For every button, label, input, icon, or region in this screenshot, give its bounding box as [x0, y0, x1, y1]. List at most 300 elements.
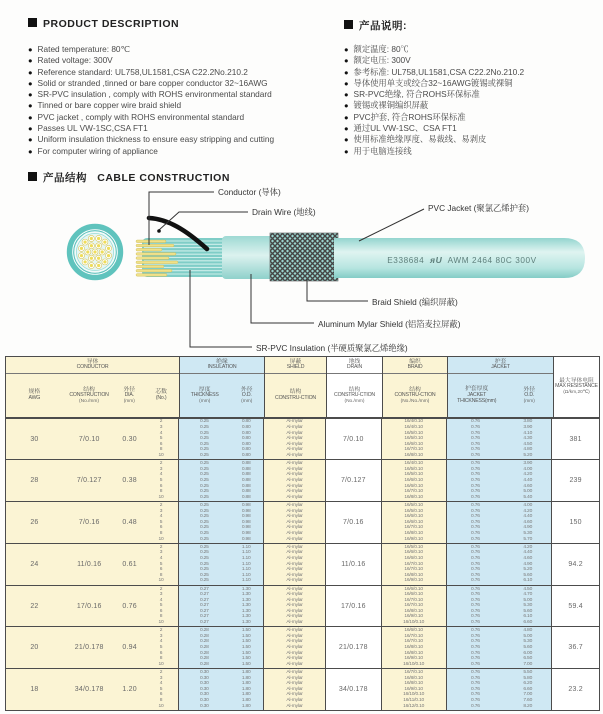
- cell-dia: [116, 586, 144, 627]
- conductor-dot-core: [80, 254, 83, 257]
- stack-value: 6.50: [523, 656, 533, 662]
- bullet-icon: ●: [344, 78, 349, 88]
- stack-value: 3: [159, 675, 163, 681]
- value-awg: 22: [30, 602, 39, 610]
- stack-value: 0.76: [471, 441, 480, 447]
- stack-ins_od: [242, 545, 251, 584]
- cell-cores: [144, 669, 180, 710]
- stack-value: 0.76: [471, 461, 480, 467]
- stack-value: 3: [159, 592, 163, 598]
- stack-value: 0.98: [241, 508, 251, 514]
- stack-value: 1.50: [241, 639, 251, 645]
- stack-value: Al-mylar: [286, 550, 303, 556]
- table-row: [6, 501, 599, 543]
- list-item-text: PVC护套, 符合ROHS环保标准: [353, 111, 466, 122]
- conductor-strand: [136, 240, 166, 243]
- conductor-dot-core: [97, 237, 100, 240]
- stack-value: 0.98: [241, 514, 251, 520]
- stack-value: 0.25: [199, 550, 209, 556]
- stack-jacket_thickness: [471, 670, 480, 709]
- stack-value: Al-mylar: [286, 419, 303, 425]
- stack-value: 6.60: [523, 686, 533, 692]
- stack-value: 1.80: [241, 703, 251, 709]
- stack-value: Al-mylar: [286, 425, 303, 431]
- value-awg: 26: [30, 519, 39, 527]
- stack-value: 3: [159, 425, 163, 431]
- group-header: 屏蔽 SHIELD: [265, 357, 326, 374]
- value-construction: 11/0.16: [77, 560, 102, 568]
- list-item-text: 额定温度: 80℃: [353, 44, 409, 54]
- cell-jacket_thickness: [447, 669, 505, 710]
- stack-value: 0.76: [471, 603, 480, 609]
- section-square-icon: [28, 18, 37, 27]
- stack-value: 16/7/0.10: [404, 670, 423, 676]
- stack-value: 5: [159, 561, 163, 567]
- stack-value: 8: [159, 656, 163, 662]
- column-header-cores: 芯数 (No.): [143, 374, 179, 417]
- stack-value: 0.76: [471, 620, 480, 626]
- list-item-text: Uniform insulation thickness to ensure easy stripping and cutting: [37, 134, 275, 145]
- stack-ins_od: [242, 461, 251, 500]
- stack-value: 1.30: [241, 586, 251, 592]
- product-description-cn-list: [344, 44, 524, 157]
- cell-cores: [144, 586, 180, 627]
- stack-value: 4: [159, 555, 163, 561]
- value-dia: 0.48: [122, 519, 137, 527]
- stack-value: 4.20: [523, 508, 533, 514]
- stack-value: Al-mylar: [286, 703, 303, 709]
- cell-ins_od: [229, 502, 264, 543]
- stack-value: 0.76: [471, 530, 480, 536]
- stack-braid: [404, 545, 423, 584]
- stack-value: 0.76: [471, 494, 480, 500]
- stack-value: 7.00: [523, 692, 533, 698]
- stack-value: 16/7/0.10: [404, 633, 423, 639]
- stack-value: 0.25: [199, 436, 209, 442]
- stack-value: 0.76: [471, 447, 480, 453]
- stack-value: 0.80: [241, 436, 251, 442]
- column-header-jacket_thickness: 护套厚度 JACKET THICKNESS(mm): [448, 374, 505, 417]
- value-construction: 21/0.178: [74, 644, 104, 652]
- stack-value: 0.76: [471, 525, 480, 531]
- list-item: [28, 89, 274, 100]
- cell-braid: [382, 627, 447, 668]
- stack-value: 4.20: [523, 472, 533, 478]
- list-item: [28, 67, 274, 78]
- stack-value: Al-mylar: [286, 620, 303, 626]
- list-item-text: Passes UL VW-1SC,CSA FT1: [37, 123, 148, 134]
- stack-value: 16/4/0.10: [404, 419, 423, 425]
- list-item-text: Solid or stranded ,tinned or bare copper conductor 32~16AWG: [37, 77, 268, 88]
- stack-jacket_od: [523, 419, 532, 458]
- stack-value: 0.80: [241, 419, 251, 425]
- stack-value: 4.10: [523, 430, 533, 436]
- cell-jacket_thickness: [447, 586, 505, 627]
- cell-jacket_thickness: [447, 627, 505, 668]
- stack-value: 16/11/0.10: [403, 698, 424, 704]
- stack-value: 0.76: [471, 639, 480, 645]
- table-row: [6, 543, 599, 585]
- cell-construction: [63, 586, 116, 627]
- stack-value: 1.80: [241, 692, 251, 698]
- stack-value: 0.98: [241, 519, 251, 525]
- stack-value: Al-mylar: [286, 597, 303, 603]
- stack-value: 1.10: [241, 578, 251, 584]
- stack-value: 8.20: [523, 703, 533, 709]
- stack-value: 0.25: [199, 567, 209, 573]
- stack-value: 0.76: [471, 544, 480, 550]
- list-item: [28, 146, 274, 157]
- column-header-drain: 结构 CONSTRU-CTION (No./mm): [327, 374, 382, 417]
- stack-value: Al-mylar: [286, 608, 303, 614]
- cell-resistance: [552, 460, 599, 501]
- bullet-icon: ●: [344, 101, 349, 111]
- stack-value: 0.28: [199, 628, 209, 634]
- product-description-cn-title: 产品说明:: [344, 18, 407, 33]
- stack-value: 0.28: [199, 650, 209, 656]
- stack-value: 16/10/0.10: [403, 620, 425, 626]
- stack-value: 8: [159, 698, 163, 704]
- cell-shield: [264, 502, 326, 543]
- stack-value: 0.76: [471, 419, 480, 425]
- stack-value: 0.25: [199, 530, 209, 536]
- stack-value: Al-mylar: [286, 567, 303, 573]
- cell-cores: [144, 419, 180, 460]
- stack-value: 16/5/0.10: [404, 430, 423, 436]
- stack-value: 1.80: [241, 670, 251, 676]
- column-header-ins_thickness: 厚度 THICKNESS (mm): [180, 374, 229, 417]
- stack-value: 4.60: [523, 483, 533, 489]
- conductor-strand: [136, 253, 176, 256]
- cable-construction-title: 产品结构 CABLE CONSTRUCTION: [28, 170, 230, 185]
- stack-ins_thickness: [200, 503, 209, 542]
- cell-jacket_od: [504, 460, 552, 501]
- stack-value: 1.30: [241, 603, 251, 609]
- bullet-icon: ●: [28, 90, 33, 100]
- stack-cores: [158, 503, 163, 542]
- stack-value: 16/9/0.10: [404, 656, 423, 662]
- cell-shield: [264, 627, 326, 668]
- header-group: [180, 357, 265, 417]
- table-row: [6, 668, 599, 710]
- stack-value: 3.80: [523, 419, 533, 425]
- stack-value: Al-mylar: [286, 661, 303, 667]
- stack-value: 16/5/0.10: [404, 472, 423, 478]
- stack-value: 0.76: [471, 597, 480, 603]
- list-item-text: 导体使用单支或绞合32~16AWG镀锡或裸铜: [353, 77, 513, 88]
- stack-value: 2: [159, 419, 163, 425]
- stack-value: 4: [159, 514, 163, 520]
- value-drain: 11/0.16: [341, 560, 366, 568]
- cell-awg: [6, 544, 63, 585]
- stack-value: 0.88: [241, 472, 251, 478]
- stack-value: 0.76: [471, 550, 480, 556]
- stack-value: 5: [159, 478, 163, 483]
- stack-ins_thickness: [200, 587, 209, 626]
- table-row: [6, 626, 599, 668]
- stack-value: 0.25: [199, 447, 209, 453]
- stack-value: 4.50: [523, 586, 533, 592]
- stack-shield: [286, 503, 302, 542]
- stack-value: 0.88: [241, 489, 251, 495]
- stack-braid: [403, 628, 424, 667]
- stack-value: 0.25: [199, 494, 209, 500]
- stack-value: 16/5/0.10: [404, 544, 423, 550]
- stack-value: 16/4/0.10: [404, 425, 423, 431]
- stack-value: 8: [159, 572, 163, 578]
- value-resistance: 59.4: [568, 602, 583, 610]
- stack-ins_od: [242, 670, 251, 709]
- value-dia: 0.38: [122, 477, 137, 485]
- cell-resistance: [552, 544, 599, 585]
- stack-value: 0.76: [471, 436, 480, 442]
- stack-value: Al-mylar: [286, 692, 303, 698]
- value-resistance: 150: [569, 519, 582, 527]
- stack-value: 6: [159, 525, 163, 531]
- cell-shield: [264, 419, 326, 460]
- stack-value: 16/8/0.10: [404, 453, 423, 459]
- stack-value: 16/7/0.10: [404, 447, 423, 453]
- stack-value: 1.50: [241, 645, 251, 651]
- list-item: [28, 44, 274, 55]
- header-group: [327, 357, 383, 417]
- stack-value: Al-mylar: [286, 478, 303, 483]
- stack-value: 16/7/0.10: [404, 561, 423, 567]
- stack-value: 4: [159, 430, 163, 436]
- stack-value: 0.76: [471, 536, 480, 542]
- stack-value: Al-mylar: [286, 489, 303, 495]
- bullet-icon: ●: [344, 67, 349, 77]
- stack-value: 0.27: [199, 586, 209, 592]
- cell-ins_thickness: [179, 669, 229, 710]
- cell-resistance: [552, 586, 599, 627]
- stack-value: 0.25: [199, 561, 209, 567]
- stack-value: 0.76: [471, 555, 480, 561]
- stack-value: 4.50: [523, 441, 533, 447]
- cell-resistance: [552, 502, 599, 543]
- value-drain: 7/0.16: [342, 519, 364, 527]
- stack-value: 5.80: [523, 675, 533, 681]
- stack-value: 0.76: [471, 502, 480, 508]
- stack-value: Al-mylar: [286, 656, 303, 662]
- stack-value: 5.30: [523, 530, 533, 536]
- cell-jacket_od: [504, 586, 552, 627]
- stack-ins_od: [242, 503, 251, 542]
- cell-jacket_od: [504, 669, 552, 710]
- stack-value: 16/10/0.10: [403, 692, 425, 698]
- conductor-strand: [136, 248, 162, 251]
- stack-value: 0.30: [199, 692, 209, 698]
- stack-ins_od: [242, 628, 251, 667]
- stack-value: Al-mylar: [286, 466, 303, 472]
- stack-value: 6.10: [523, 614, 533, 620]
- stack-jacket_thickness: [471, 587, 480, 626]
- list-item: [28, 112, 274, 123]
- product-description-title: PRODUCT DESCRIPTION: [28, 18, 179, 30]
- stack-value: Al-mylar: [286, 592, 303, 598]
- stack-value: 1.80: [241, 675, 251, 681]
- list-item-text: Rated voltage: 300V: [37, 55, 113, 66]
- stack-value: Al-mylar: [286, 536, 303, 542]
- stack-value: Al-mylar: [286, 519, 303, 525]
- stack-value: 0.76: [471, 628, 480, 634]
- value-resistance: 94.2: [568, 560, 583, 568]
- stack-value: 0.76: [471, 686, 480, 692]
- list-item: [344, 134, 524, 145]
- value-drain: 21/0.178: [338, 644, 368, 652]
- stack-value: 0.76: [471, 519, 480, 525]
- stack-shield: [286, 628, 302, 667]
- bullet-icon: ●: [28, 78, 33, 88]
- stack-ins_thickness: [200, 419, 209, 458]
- stack-value: 3: [159, 550, 163, 556]
- stack-value: 16/6/0.10: [404, 592, 423, 598]
- stack-value: 0.76: [471, 656, 480, 662]
- cell-cores: [144, 544, 180, 585]
- value-resistance: 381: [569, 435, 582, 443]
- stack-value: 5.20: [523, 453, 533, 459]
- stack-value: 5.20: [523, 567, 533, 573]
- conductor-dot-core: [101, 250, 104, 253]
- stack-value: 0.27: [199, 603, 209, 609]
- stack-value: 5: [159, 436, 163, 442]
- stack-value: 5.70: [523, 536, 533, 542]
- list-item: [344, 44, 524, 55]
- value-construction: 7/0.10: [78, 435, 100, 443]
- stack-value: 0.76: [471, 645, 480, 651]
- stack-value: 0.76: [471, 430, 480, 436]
- stack-value: 0.98: [241, 530, 251, 536]
- stack-value: 0.76: [471, 483, 480, 489]
- stack-braid: [404, 503, 423, 542]
- list-item: [28, 78, 274, 89]
- cell-ins_thickness: [179, 502, 229, 543]
- stack-value: Al-mylar: [286, 675, 303, 681]
- cell-braid: [382, 586, 447, 627]
- stack-value: 5.40: [523, 494, 533, 500]
- stack-value: 0.76: [471, 472, 480, 478]
- cell-jacket_od: [504, 419, 552, 460]
- stack-cores: [158, 545, 163, 584]
- stack-value: 16/6/0.10: [404, 514, 423, 520]
- column-header-jacket_od: 外径 O.D. (mm): [505, 374, 553, 417]
- stack-value: 0.76: [471, 650, 480, 656]
- stack-value: Al-mylar: [286, 514, 303, 520]
- cell-resistance: [552, 669, 599, 710]
- bullet-icon: ●: [344, 112, 349, 122]
- cell-cores: [144, 502, 180, 543]
- column-header-shield: 结构 CONSTRU-CTION: [265, 374, 326, 417]
- stack-value: 0.25: [199, 489, 209, 495]
- stack-value: Al-mylar: [286, 555, 303, 561]
- cell-jacket_od: [504, 544, 552, 585]
- stack-value: Al-mylar: [286, 430, 303, 436]
- conductor-dot-core: [107, 247, 110, 250]
- cell-braid: [382, 460, 447, 501]
- stack-shield: [286, 419, 302, 458]
- bullet-icon: ●: [28, 67, 33, 77]
- stack-value: 0.25: [199, 519, 209, 525]
- stack-value: 0.25: [199, 536, 209, 542]
- header-group: [383, 357, 448, 417]
- label-aluminum-mylar: Aluminum Mylar Shield (铝箔麦拉屏蔽): [318, 319, 461, 329]
- stack-value: 7.60: [523, 698, 533, 704]
- stack-value: Al-mylar: [286, 544, 303, 550]
- stack-value: 4.20: [523, 544, 533, 550]
- cell-drain: [326, 419, 382, 460]
- value-awg: 24: [30, 560, 39, 568]
- stack-cores: [158, 461, 163, 500]
- stack-value: 4.60: [523, 519, 533, 525]
- conductor-dot-core: [90, 264, 93, 267]
- cell-resistance: [552, 627, 599, 668]
- cell-cores: [144, 460, 180, 501]
- stack-value: 0.76: [471, 567, 480, 573]
- value-drain: 17/0.16: [340, 602, 366, 610]
- stack-value: 0.80: [241, 447, 251, 453]
- stack-value: 1.10: [241, 561, 251, 567]
- stack-value: 6: [159, 483, 163, 489]
- stack-value: 16/8/0.10: [404, 530, 423, 536]
- stack-value: 0.25: [199, 572, 209, 578]
- cell-ins_thickness: [179, 544, 229, 585]
- list-item-text: PVC jacket , comply with ROHS environmental standard: [37, 111, 245, 122]
- stack-value: 1.80: [241, 681, 251, 687]
- stack-value: 0.27: [199, 620, 209, 626]
- value-dia: 0.61: [122, 560, 137, 568]
- stack-value: 0.98: [241, 536, 251, 542]
- stack-value: 5.00: [523, 633, 533, 639]
- stack-value: Al-mylar: [286, 461, 303, 467]
- product-description-list: [28, 44, 274, 157]
- stack-value: 16/6/0.10: [404, 478, 423, 483]
- stack-value: 16/9/0.10: [404, 536, 423, 542]
- stack-value: 5.30: [523, 603, 533, 609]
- group-header: 导体 CONDUCTOR: [6, 357, 179, 374]
- stack-value: 0.25: [199, 441, 209, 447]
- column-header-braid: 结构 CONSTRU-CTION (No./No./mm): [383, 374, 447, 417]
- stack-value: 1.10: [241, 550, 251, 556]
- stack-value: 0.98: [241, 502, 251, 508]
- cell-shield: [264, 669, 326, 710]
- list-item: [344, 100, 524, 111]
- label-drain-wire: Drain Wire (地线): [252, 207, 316, 217]
- header-group: [6, 357, 180, 417]
- stack-value: Al-mylar: [286, 525, 303, 531]
- stack-value: 3: [159, 508, 163, 514]
- stack-value: Al-mylar: [286, 494, 303, 500]
- stack-value: 16/8/0.10: [404, 608, 423, 614]
- stack-value: 0.80: [241, 453, 251, 459]
- stack-value: 0.76: [471, 489, 480, 495]
- stack-value: 4.40: [523, 514, 533, 520]
- stack-value: 16/5/0.10: [404, 508, 423, 514]
- stack-value: 10: [158, 703, 164, 709]
- stack-value: 1.10: [241, 567, 251, 573]
- stack-value: 5.30: [523, 639, 533, 645]
- conductor-strand: [136, 269, 172, 272]
- bullet-icon: ●: [344, 90, 349, 100]
- list-item-text: 用于电脑连接线: [353, 145, 412, 156]
- stack-value: 8: [159, 489, 163, 495]
- stack-jacket_thickness: [471, 461, 480, 500]
- stack-value: 3.90: [523, 425, 533, 431]
- stack-value: 0.28: [199, 656, 209, 662]
- list-item-text: 通过UL VW-1SC、CSA FT1: [353, 123, 457, 134]
- jacket-print-text: E338684 ᴙU AWM 2464 80C 300V: [387, 255, 537, 265]
- stack-value: 1.10: [241, 555, 251, 561]
- stack-value: 4.40: [523, 550, 533, 556]
